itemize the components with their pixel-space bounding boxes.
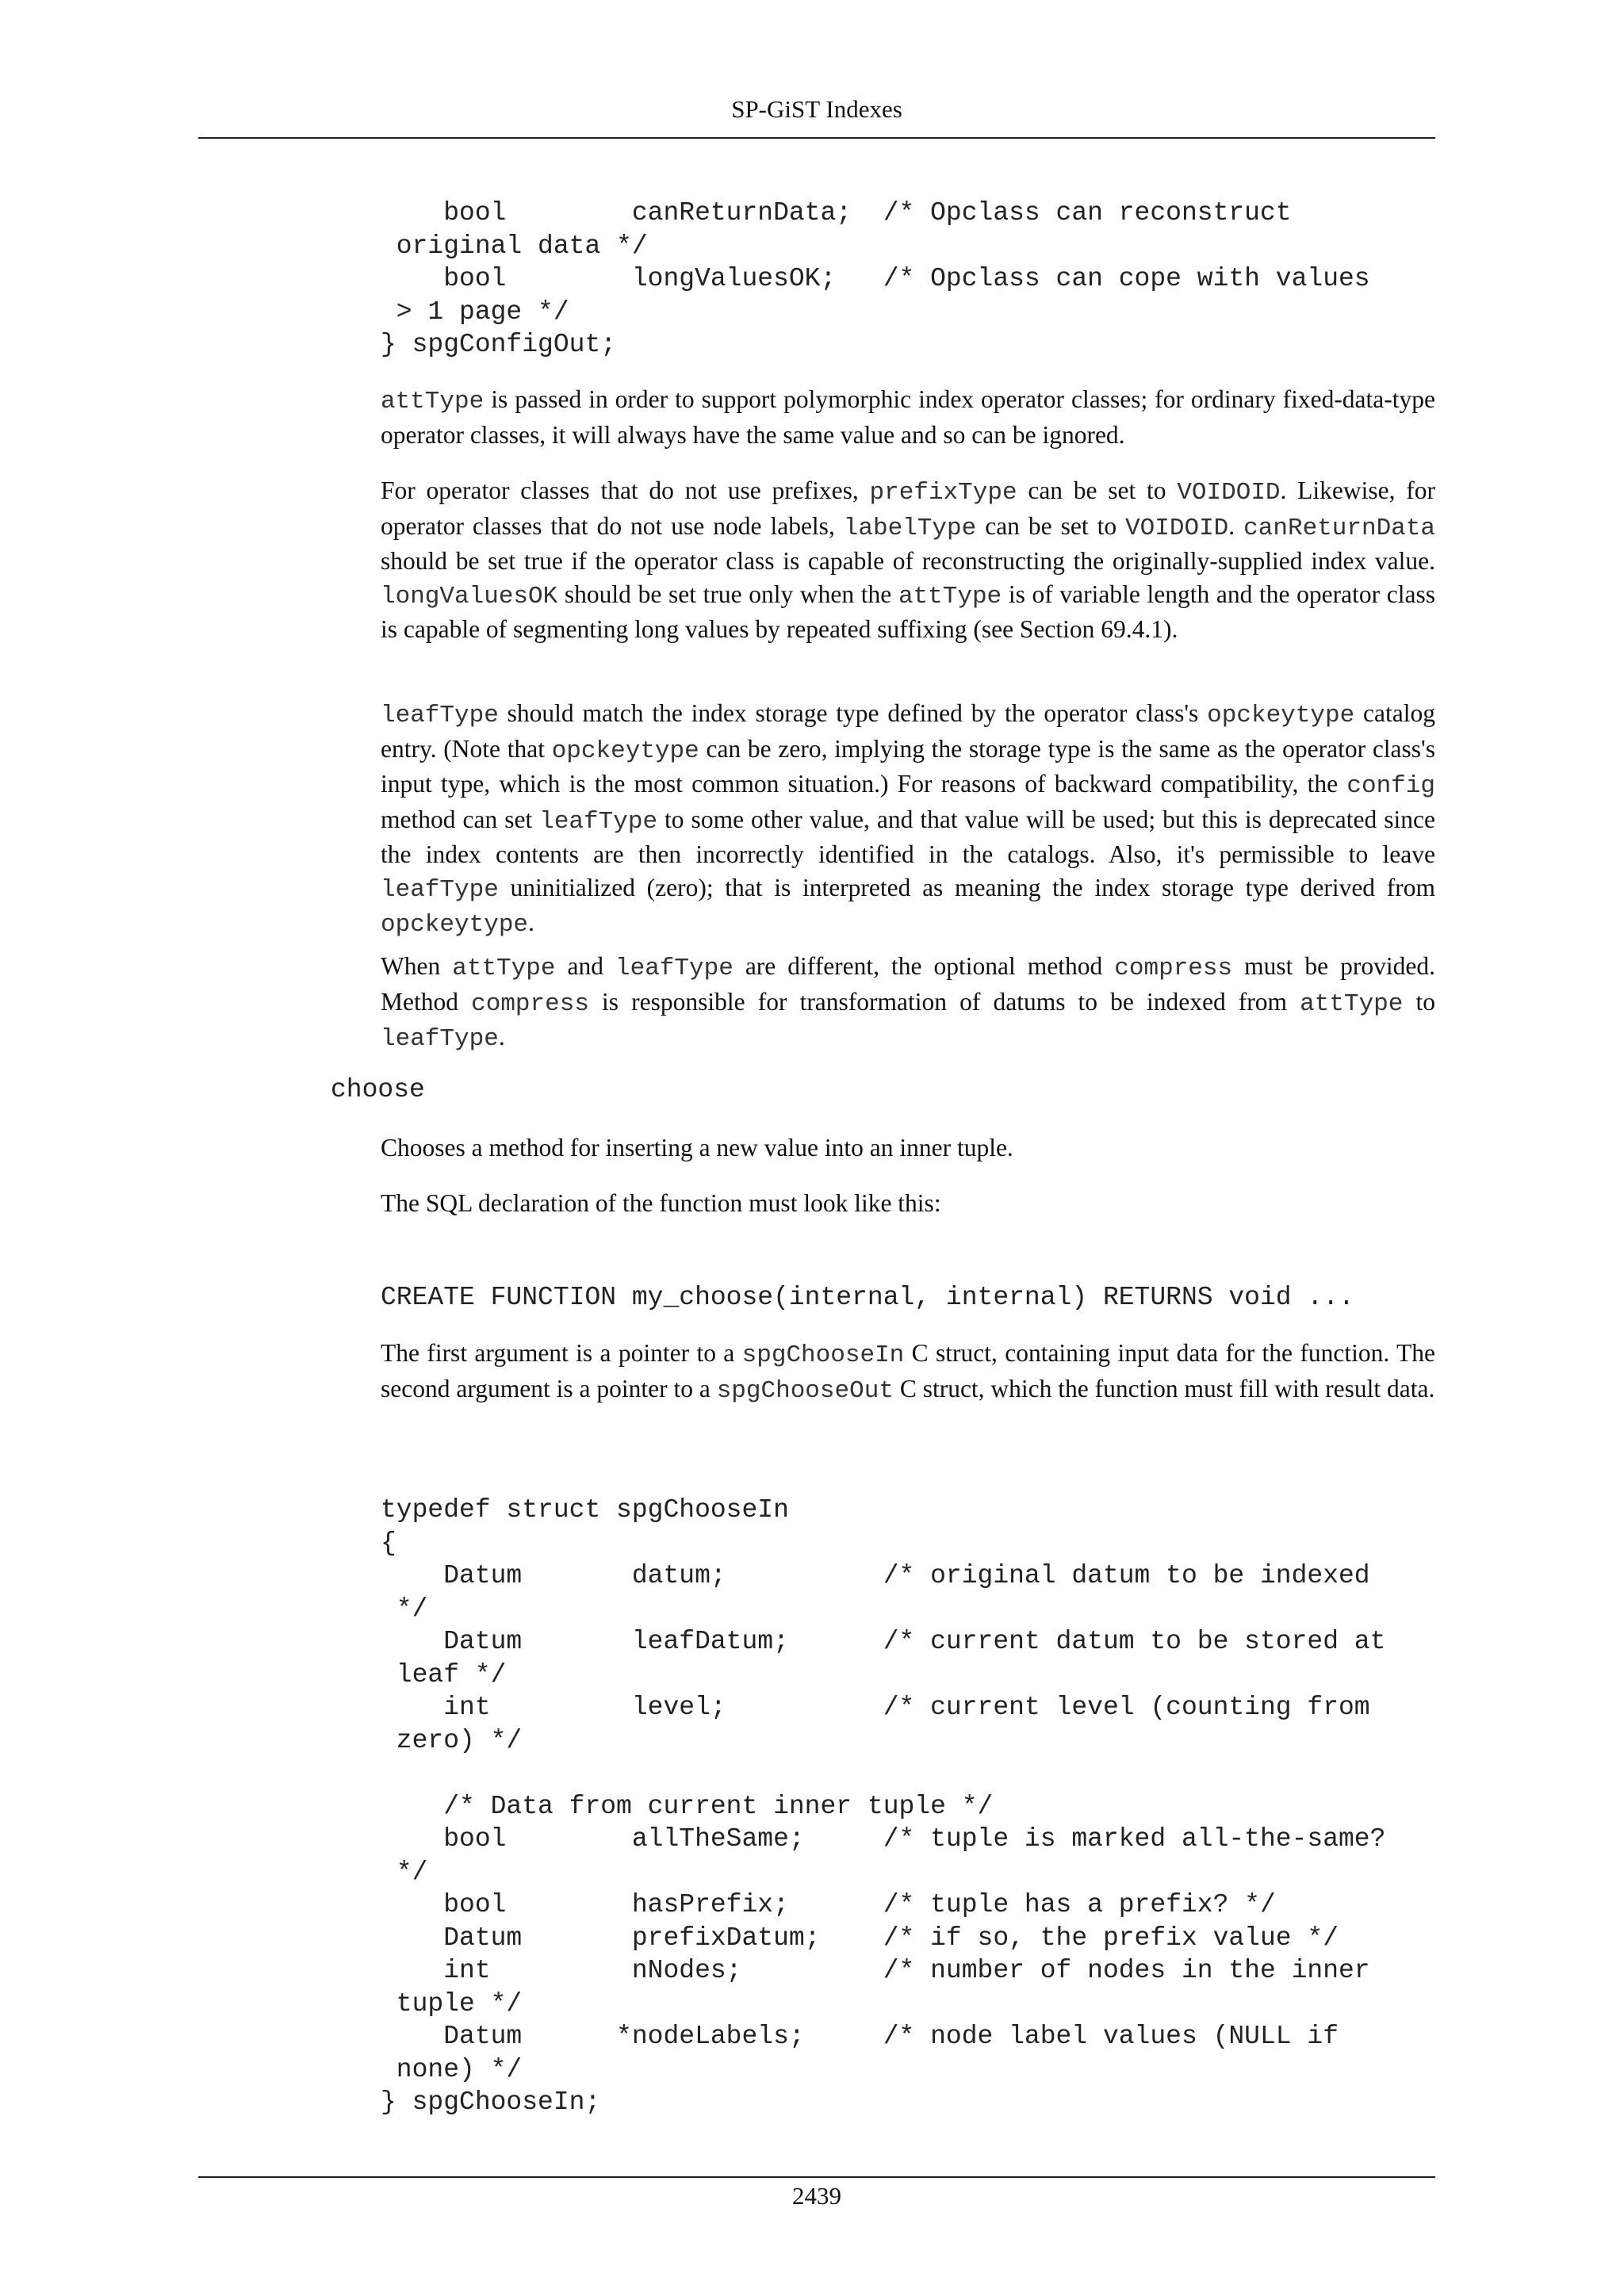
paragraph-choose-description: Chooses a method for inserting a new value into an inner tuple. — [381, 1134, 1013, 1161]
code-leaftype: leafType — [381, 702, 499, 729]
paragraph-arguments: The first argument is a pointer to a spgChooseIn C struct, containing input data for the function. The second argument is a pointer to a spgChooseOut C struct, which the function must fill with result data. — [381, 1339, 1435, 1405]
paragraph-compress: When attType and leafType are different, the optional method compress must be provided. Method compress is responsible for transformation of datums to be indexed from attType to leafType. — [381, 952, 1436, 1053]
code-block-config-out: bool canReturnData; /* Opclass can reconstruct original data */ bool longValuesOK; /* Opclass can cope with values > 1 page */ } spgConfigOut; — [381, 198, 1370, 359]
code-config: config — [1346, 772, 1435, 800]
term-choose: choose — [331, 1075, 425, 1104]
code-spgchoosein: spgChooseIn — [741, 1341, 905, 1369]
code-longvaluesok: longValuesOK — [381, 582, 558, 610]
code-canreturndata: canReturnData — [1243, 514, 1435, 542]
paragraph-sql-declaration: The SQL declaration of the function must look like this: — [381, 1189, 941, 1217]
code-compress: compress — [1114, 955, 1233, 982]
code-spgchooseout: spgChooseOut — [716, 1376, 894, 1405]
paragraph-prefixtype: For operator classes that do not use prefixes, prefixType can be set to VOIDOID. Likewise, for operator classes that do not use node labels, labelType can be set to VOIDOID. canReturnData should be set true if the operator class is capable of reconstructing the originally-supplied index value. longValuesOK should be set true only when the attType is of variable length and the operator class is capable of segmenting long values by repeated suffixing (see Section 69.4.1). — [381, 476, 1436, 643]
code-opckeytype: opckeytype — [1207, 702, 1355, 729]
page-number: 2439 — [792, 2182, 841, 2210]
code-block-create-function: CREATE FUNCTION my_choose(internal, internal) RETURNS void ... — [381, 1283, 1354, 1312]
code-labeltype: labelType — [843, 514, 977, 542]
footer-rule — [198, 2176, 1435, 2178]
paragraph-atttype: attType is passed in order to support polymorphic index operator classes; for ordinary fixed-data-type operator classes, it will always have the same value and so can be ignored. — [381, 385, 1435, 449]
paragraph-leaftype: leafType should match the index storage type defined by the operator class's opckeytype catalog entry. (Note that opckeytype can be zero, implying the storage type is the same as the operator class's input type, which is the most common situation.) For reasons of backward compatibility, the config method can set leafType to some other value, and that value will be used; but this is deprecated since the index contents are then incorrectly identified in the catalogs. Also, it's permissible to leave leafType uninitialized (zero); that is interpreted as meaning the index storage type derived from opckeytype. — [381, 699, 1435, 939]
code-block-spgchoosein: typedef struct spgChooseIn { Datum datum; /* original datum to be indexed */ Datum leafDatum; /* current datum to be stored at leaf */ int level; /* current level (counting from zero) */ /* Data from current inner tuple */ bool allTheSame; /* tuple is marked all-the-same? */ bool hasPrefix; /* tuple has a prefix? */ Datum prefixDatum; /* if so, the prefix value */ int nNodes; /* number of nodes in the inner tuple */ Datum *nodeLabels; /* node label values (NULL if none) */ } spgChooseIn; — [381, 1495, 1386, 2117]
code-atttype: attType — [381, 388, 485, 415]
page-header: SP-GiST Indexes — [731, 95, 902, 123]
code-prefixtype: prefixType — [869, 479, 1017, 507]
header-rule — [198, 137, 1435, 139]
